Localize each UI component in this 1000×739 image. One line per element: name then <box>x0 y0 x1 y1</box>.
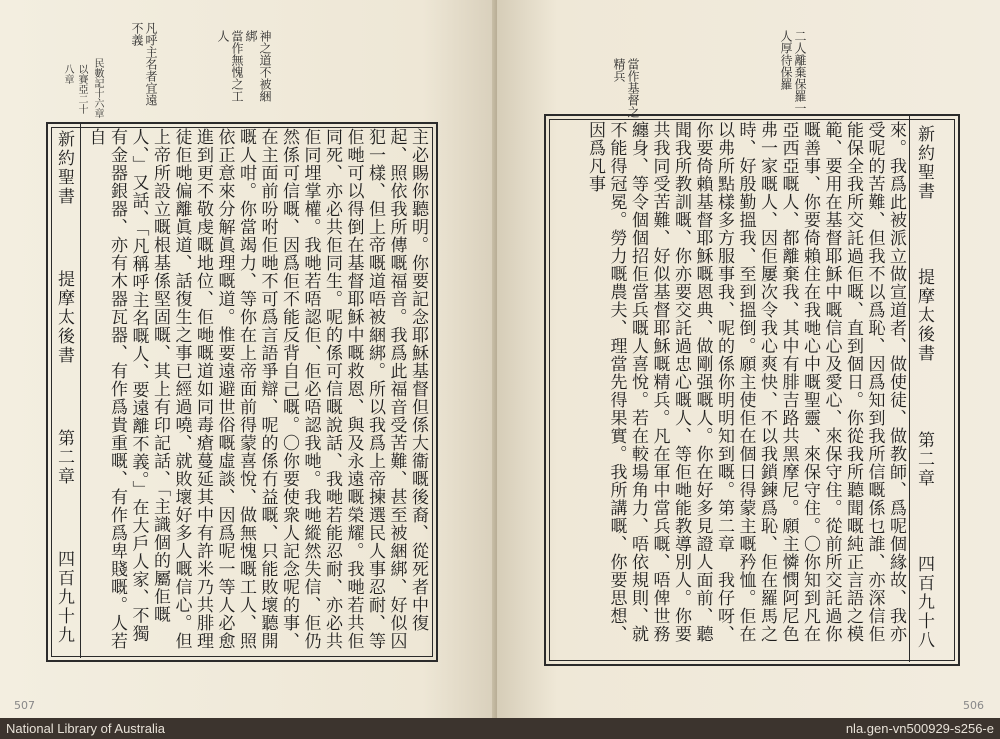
book-title: 新約聖書 <box>914 125 934 201</box>
body-text: 來。我爲此被派立做宣道者、做使徒、做教師、爲呢個緣故、我亦受呢的苦難、但我不以爲恥、因爲知到我所信嘅係乜誰、亦深信佢能保全我所交託過佢嘅、直到個日。你從我所聽聞嘅純正言語之模範、要用在基督耶穌中嘅信心及愛心、來保守住。從前所交託過你嘅善事、你要倚賴住在我哋心中嘅聖靈、來保守住。〇你知到凡在亞西亞嘅人、都離棄我、其中有腓吉路共黑摩尼。願主憐憫阿尼色弗一家嘅人、因佢屢次令我心爽快、不以我鎖鍊爲恥、佢在羅馬之時、好殷勤搵我、至到搵倒。願主使佢在個日得蒙主嘅矜恤。佢在以弗所點樣多方服事我、呢的係你明明知到嘅。第二章 我仔呀、你要倚賴基督耶穌嘅恩典、做剛强嘅人。你在好多見證人面前、聽聞我所教訓嘅、你亦要交託過忠心嘅人、等佢哋能教導別人。你要共我同受苦難、好似基督耶穌嘅精兵。凡在軍中當兵嘅、唔俾世務纏身、等令個個招佢當兵嘅人喜悅。若在較場角力、唔依規則、就不能得冠冕。勞力嘅農夫、理當先得果實。我所講嘅、你要思想、因爲凡事 <box>585 121 906 643</box>
institution-name: National Library of Australia <box>6 721 165 736</box>
gloss-2: 當作無愧之工人 <box>216 30 244 102</box>
header-divider <box>909 116 910 662</box>
chapter-label: 第二章 <box>54 429 74 486</box>
right-page <box>497 0 1000 718</box>
gloss-3: 凡呼主名者宜遠不義 <box>130 22 158 106</box>
page-number: 四百九十九 <box>54 550 74 645</box>
running-header <box>912 125 937 650</box>
gloss-2: 二人離棄保羅一人厚待保羅 <box>779 30 807 114</box>
epistle-title: 提摩太後書 <box>914 268 934 364</box>
header-divider <box>80 124 81 658</box>
gloss-5: 以賽亞二十八章 <box>62 64 87 114</box>
left-page <box>0 0 497 718</box>
body-text: 主必賜你聽明。你要記念耶穌基督但係大衞嘅後裔、從死者中復起、照依我所傳嘅福音。我爲此福音受苦難、甚至被綑綁、好似囚犯一樣、但上帝嘅道唔被綑綁。所以我爲上帝揀選民人事忍耐、等佢哋可以得倒在基督耶穌中嘅救恩、與及永遠嘅榮耀。我哋若共佢同死、亦必共佢同生。呢的係可信嘅說話、我哋若能忍耐、亦必共佢同埋掌權。我哋若唔認佢、佢必唔認我哋。我哋縱然失信、佢仍然係可信嘅、因爲佢不能反背自己嘅。〇你要使衆人記念呢的事、在主面前吩咐佢哋不可爲言語爭辯、呢的係冇益嘅、只能敗壞聽開嘅人咁。你當竭力、等你在上帝面前得蒙喜悅、做無愧嘅工人、照依正意來分解眞理嘅道。惟要遠避世俗嘅虛談、因爲呢一等人必愈進到更不敬虔嘅地位、佢哋嘅道如同毒瘡蔓延其中有許米乃共腓理徒佢哋偏離眞道、話復生之事已經過嘵、就敗壞好多人嘅信心。但上帝所設立嘅根基係堅固嘅、其上有印記話、「主識個的屬佢嘅人、」又話、「凡稱呼主名嘅人、要遠離不義。」在大戶人家、不獨有金器銀器、亦有木器瓦器、有作爲貴重嘅、有作爲卑賤嘅。人若自 <box>85 128 428 650</box>
page-number: 四百九十八 <box>914 554 934 650</box>
gloss-4: 民數記十六章 <box>92 58 103 118</box>
chapter-label: 第二章 <box>914 430 934 488</box>
pencil-page-number: 506 <box>963 699 984 712</box>
gloss-1: 當作基督之精兵 <box>612 58 640 118</box>
book-title: 新約聖書 <box>54 130 74 206</box>
running-header <box>52 130 77 645</box>
gloss-1: 神之道不被綑綁 <box>244 30 272 102</box>
epistle-title: 提摩太後書 <box>54 270 74 365</box>
library-footer <box>0 718 1000 739</box>
item-identifier: nla.gen-vn500929-s256-e <box>845 721 994 736</box>
pencil-page-number: 507 <box>14 699 35 712</box>
